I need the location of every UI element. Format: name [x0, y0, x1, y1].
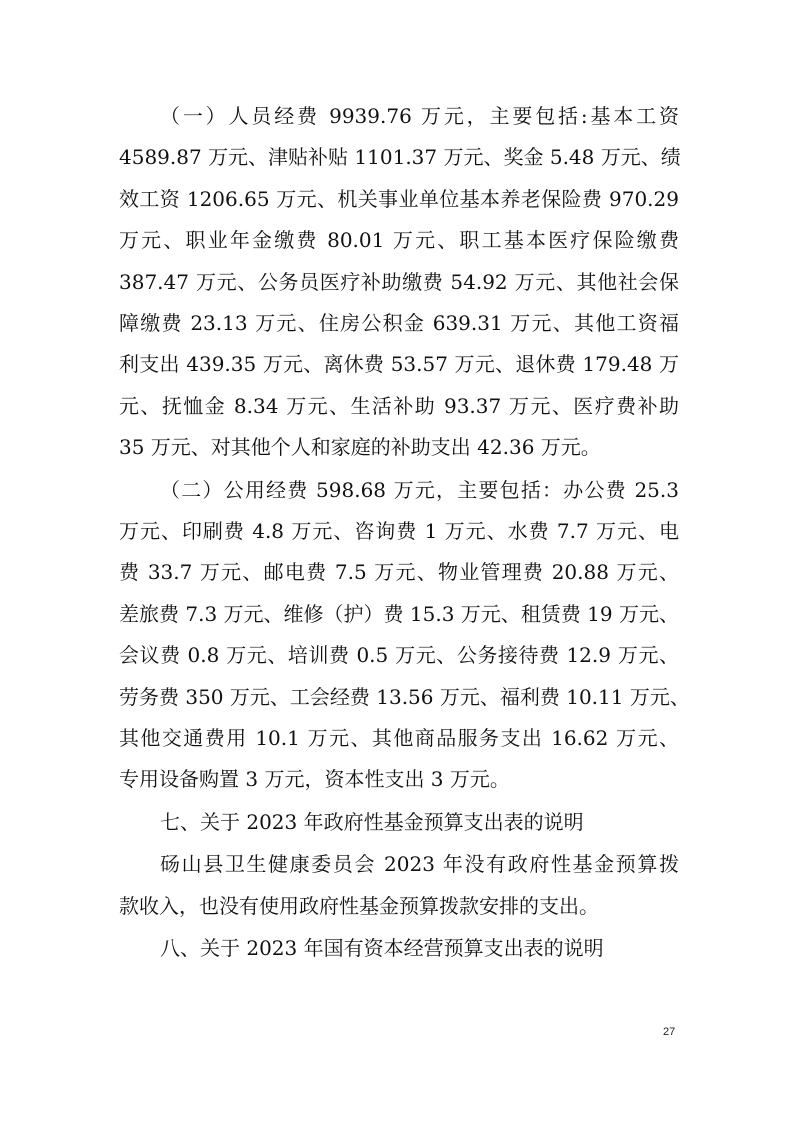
text-line: 差旅费 7.3 万元、维修（护）费 15.3 万元、租赁费 19 万元、 [119, 601, 679, 626]
page-number: 27 [663, 1026, 676, 1038]
text-line: （二）公用经费 598.68 万元，主要包括：办公费 25.3 [160, 477, 679, 502]
text-line: 款收入，也没有使用政府性基金预算拨款安排的支出。 [119, 893, 599, 918]
section-heading-government-fund: 七、关于 2023 年政府性基金预算支出表的说明 [160, 809, 584, 834]
text-line: 费 33.7 万元、邮电费 7.5 万元、物业管理费 20.88 万元、 [119, 560, 679, 585]
text-line: 35 万元、对其他个人和家庭的补助支出 42.36 万元。 [119, 435, 601, 460]
text-line: 会议费 0.8 万元、培训费 0.5 万元、公务接待费 12.9 万元、 [119, 643, 679, 668]
text-line: 劳务费 350 万元、工会经费 13.56 万元、福利费 10.11 万元、 [119, 684, 690, 709]
text-line: 4589.87 万元、津贴补贴 1101.37 万元、奖金 5.48 万元、绩 [119, 145, 681, 170]
text-line: 元、抚恤金 8.34 万元、生活补助 93.37 万元、医疗费补助 [119, 393, 679, 418]
text-line: 专用设备购置 3 万元，资本性支出 3 万元。 [119, 767, 510, 792]
text-line: 万元、印刷费 4.8 万元、咨询费 1 万元、水费 7.7 万元、电 [119, 519, 679, 543]
text-line: 其他交通费用 10.1 万元、其他商品服务支出 16.62 万元、 [119, 726, 679, 750]
text-line: 障缴费 23.13 万元、住房公积金 639.31 万元、其他工资福 [119, 311, 679, 335]
text-line: 效工资 1206.65 万元、机关事业单位基本养老保险费 970.29 [119, 186, 679, 211]
text-line: 387.47 万元、公务员医疗补助缴费 54.92 万元、其他社会保 [119, 269, 679, 294]
text-line: （一）人员经费 9939.76 万元，主要包括:基本工资 [160, 104, 679, 128]
text-line: 利支出 439.35 万元、离休费 53.57 万元、退休费 179.48 万 [119, 352, 679, 377]
text-line: 万元、职业年金缴费 80.01 万元、职工基本医疗保险缴费 [119, 228, 679, 253]
text-line: 砀山县卫生健康委员会 2023 年没有政府性基金预算拨 [160, 852, 679, 877]
section-heading-state-capital: 八、关于 2023 年国有资本经营预算支出表的说明 [160, 936, 604, 960]
